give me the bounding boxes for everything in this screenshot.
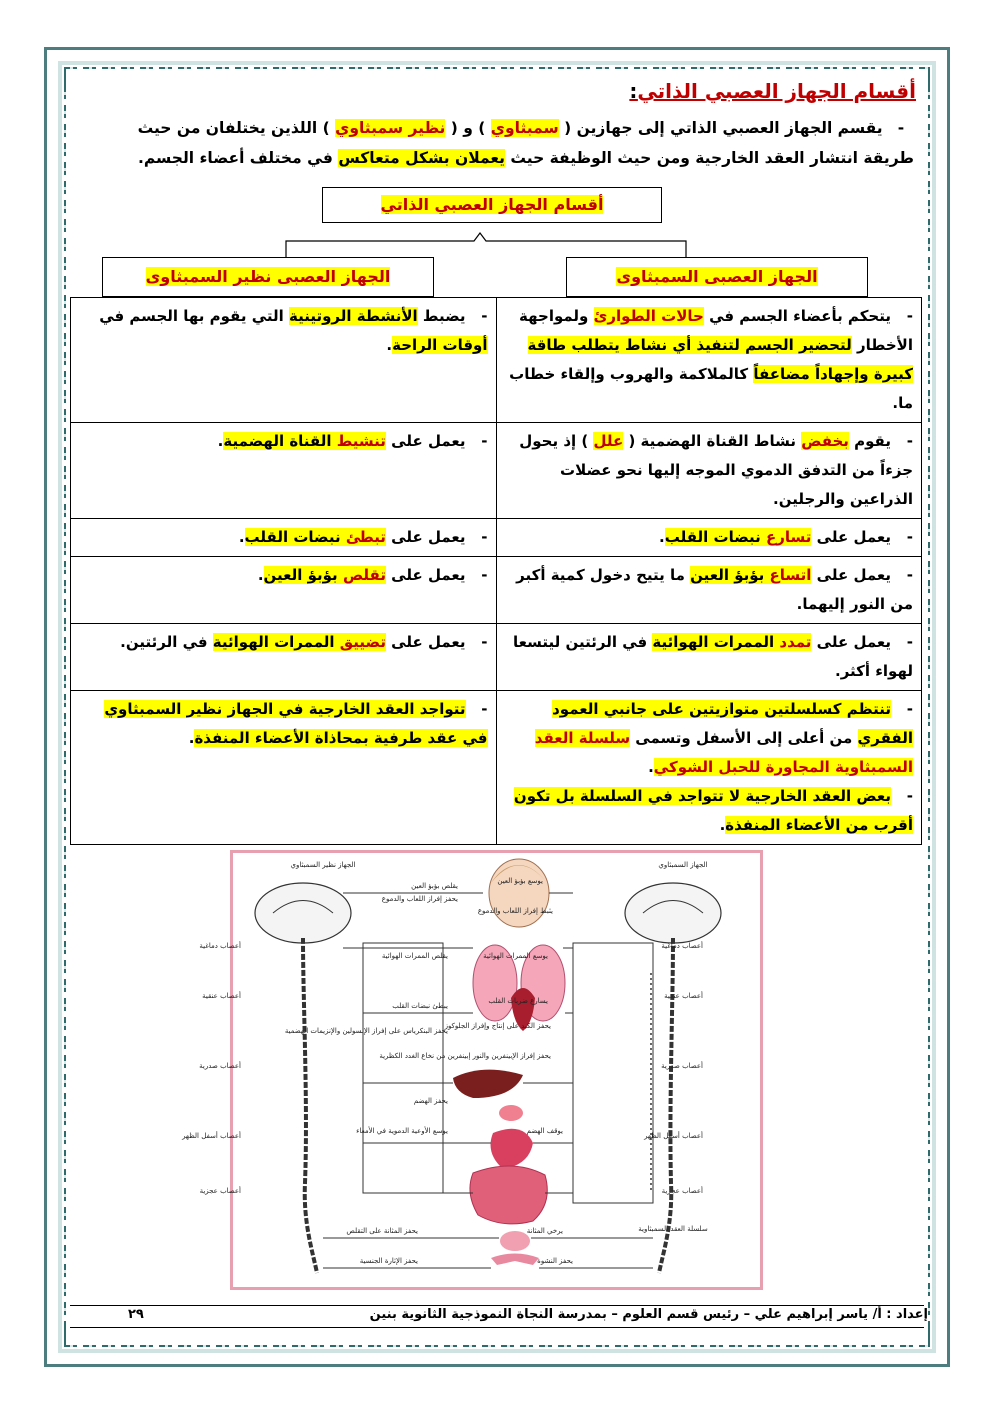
footer-divider-bottom — [70, 1327, 924, 1328]
para-cell: -يعمل على تبطئ نبضات القلب. — [71, 519, 497, 557]
organ-label: يحفز المثانة على التقلص — [346, 1227, 418, 1235]
left-nerve-label: أعصاب صدرية — [199, 1062, 241, 1070]
right-nerve-label: أعصاب عنقية — [664, 992, 703, 1000]
organ-label: يحفز البنكرياس على إفراز الإنسولين والإنزيمات الهضمية — [284, 1027, 448, 1035]
para-cell: -يضبط الأنشطة الروتينية التي يقوم بها الجسم في أوقات الراحة. — [71, 298, 497, 423]
right-nerve-label: أعصاب صدرية — [661, 1062, 703, 1070]
para-keyword: نظير سمبثاوي — [335, 119, 446, 137]
para-cell: -يعمل على تضييق الممرات الهوائية في الرئتين. — [71, 624, 497, 691]
work-keyword: يعملان بشكل متعاكس — [338, 149, 505, 167]
footer-credit: إعداد : أ/ ياسر إبراهيم علي – رئيس قسم العلوم – بمدرسة النجاة النموذجية الثانوية بنين — [369, 1307, 928, 1322]
sym-cell: -تنتظم كسلسلتين متوازيتين على جانبي العمود الفقري من أعلى إلى الأسفل وتسمى سلسلة العقد السمبثاوية المجاورة للحبل الشوكي. -بعض العقد الخارجية لا تتواجد في السلسلة بل تكون أقرب من الأعضاء المنفذة. — [496, 691, 922, 845]
right-nerve-label: أعصاب عجزية — [661, 1187, 703, 1195]
comparison-table — [70, 297, 922, 845]
para-cell: -تتواجد العقد الخارجية في الجهاز نظير السمبثاوي في عقد طرفية بمحاذاة الأعضاء المنفذة. — [71, 691, 497, 845]
autonomic-diagram — [182, 850, 763, 1290]
organ-label: يحفز إفراز اللعاب والدموع — [381, 895, 458, 903]
organ-label: يوسع الممرات الهوائية — [483, 952, 548, 960]
organ-label: يقلص بؤبؤ العين — [411, 882, 458, 890]
right-nerve-label: سلسلة العقد السمبثاوية — [638, 1225, 708, 1233]
right-nerve-label: أعصاب دماغية — [661, 942, 703, 950]
sym-cell: -يقوم بخفض نشاط القناة الهضمية ( علل ) إذ يحول جزءاً من التدفق الدموي الموجه إليها نحو عضلات الذراعين والرجلين. — [496, 423, 922, 519]
organ-label: يثبط إفراز اللعاب والدموع — [477, 907, 553, 915]
table-row — [71, 624, 922, 691]
sym-cell: -يعمل على تمدد الممرات الهوائية في الرئتين ليتسعا لهواء أكثر. — [496, 624, 922, 691]
para-cell: -يعمل على تقلص بؤبؤ العين. — [71, 557, 497, 624]
table-row — [71, 298, 922, 423]
footer-divider — [70, 1305, 924, 1306]
left-nerve-label: أعصاب دماغية — [199, 942, 241, 950]
organ-label: يحفز الهضم — [413, 1097, 448, 1105]
right-nerve-label: أعصاب أسفل الظهر — [644, 1132, 703, 1140]
chart-right-box: الجهاز العصبى السمبثاوى — [566, 257, 868, 297]
sym-cell: -يعمل على اتساع بؤبؤ العين ما يتيح دخول كمية أكبر من النور إليهما. — [496, 557, 922, 624]
chart-left-box: الجهاز العصبى نظير السمبثاوى — [102, 257, 434, 297]
organ-label: يبطئ نبضات القلب — [392, 1002, 448, 1010]
table-row — [71, 519, 922, 557]
sym-cell: -يتحكم بأعضاء الجسم في حالات الطوارئ ولمواجهة الأخطار لتحضير الجسم لتنفيذ أي نشاط يتطلب طاقة كبيرة وإجهاداً مضاعفاً كالملاكمة والهروب وإلقاء خطاب ما. — [496, 298, 922, 423]
sym-keyword: سمبثاوي — [490, 119, 559, 137]
diagram-svg — [182, 853, 760, 1287]
page-title: أقسام الجهاز العصبي الذاتي: — [629, 79, 916, 103]
para-cell: -يعمل على تنشيط القناة الهضمية. — [71, 423, 497, 519]
table-row — [71, 557, 922, 624]
organ-label: يوسع بؤبؤ العين — [497, 877, 543, 885]
table-row — [71, 691, 922, 845]
organ-label: يسارع ضربات القلب — [488, 997, 548, 1005]
organ-label: يرخي المثانة — [526, 1227, 563, 1235]
chart-connector — [266, 221, 706, 261]
organ-label: يحفز إفراز الإبينفرين والنور إبينفرين من نخاع الغدد الكظرية — [379, 1052, 551, 1060]
organ-label: يقلص الممرات الهوائية — [381, 952, 448, 960]
page-number: ٢٩ — [128, 1307, 144, 1322]
page-content — [66, 69, 928, 1345]
left-nerve-label: أعصاب أسفل الظهر — [182, 1132, 241, 1140]
chart-top-box: أقسام الجهاز العصبي الذاتي — [322, 187, 662, 223]
left-nerve-label: أعصاب عجزية — [199, 1187, 241, 1195]
organ-label: يوسع الأوعية الدموية في الأمعاء — [356, 1127, 448, 1135]
organ-label: يوقف الهضم — [526, 1127, 563, 1135]
organ-label: يحفز الكبد على إنتاج وإفراز الجلوكوز — [444, 1022, 551, 1030]
sym-system-label: الجهاز السمبثاوي — [658, 861, 708, 869]
para-system-label: الجهاز نظير السمبثاوي — [290, 861, 356, 869]
organ-label: يحفز الإثارة الجنسية — [359, 1257, 418, 1265]
left-nerve-label: أعصاب عنقية — [202, 992, 241, 1000]
intro-paragraph: - يقسم الجهاز العصبي الذاتي إلى جهازين ( سمبثاوي ) و ( نظير سمبثاوي ) اللذين يختلفان من حيث طريقة انتشار العقد الخارجية ومن حيث الوظيفة حيث يعملان بشكل متعاكس في مختلف أعضاء الجسم. — [137, 119, 914, 167]
sym-cell: -يعمل على تسارع نبضات القلب. — [496, 519, 922, 557]
table-row — [71, 423, 922, 519]
organ-label: يحفز النشوة — [537, 1257, 573, 1265]
